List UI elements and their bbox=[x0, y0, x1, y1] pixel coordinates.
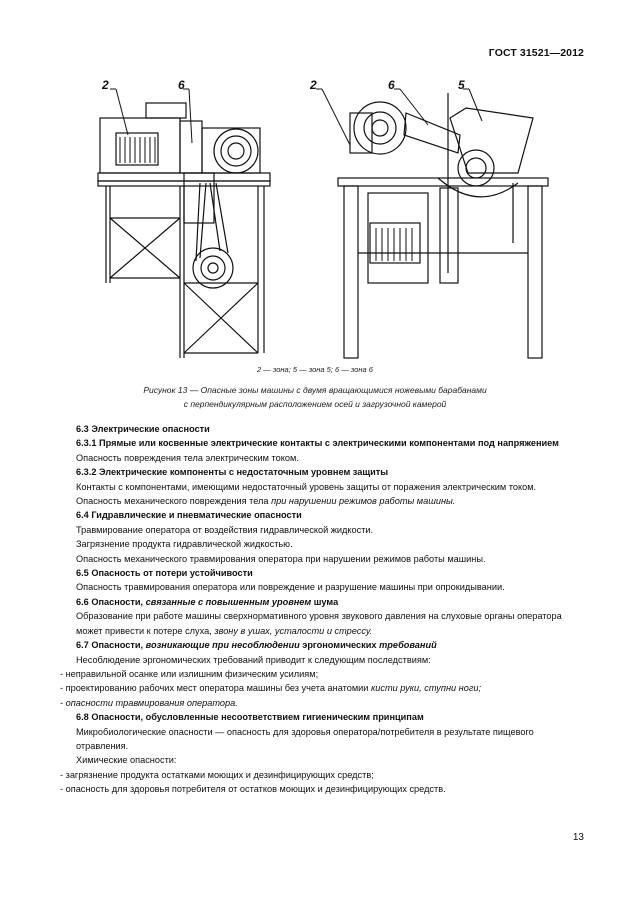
label-zone-6-left: 6 bbox=[178, 78, 185, 92]
caption-line-2: с перпендикулярным расположением осей и загрузочной камерой bbox=[183, 399, 447, 409]
caption-line-1: Рисунок 13 — Опасные зоны машины с двумя вращающимися ножевыми барабанами bbox=[143, 385, 487, 395]
paragraph: Загрязнение продукта гидравлической жидкостью. bbox=[76, 539, 293, 550]
list-item: - опасности травмирования оператора. bbox=[60, 697, 238, 708]
paragraph: Контакты с компонентами, имеющими недостаточный уровень защиты от поражения электрическим током. bbox=[76, 481, 537, 492]
machine-drawing bbox=[88, 73, 558, 368]
section-6-3-title: 6.3 Электрические опасности bbox=[76, 424, 210, 434]
label-zone-2-left: 2 bbox=[102, 78, 109, 92]
figure-13 bbox=[88, 73, 558, 368]
list-item: - опасность для здоровья потребителя от остатков моющих и дезинфицирующих средств. bbox=[60, 784, 446, 795]
paragraph: Химические опасности: bbox=[76, 755, 177, 766]
body-text bbox=[60, 422, 582, 797]
paragraph: Микробиологические опасности — опасность для здоровья оператора/потребителя в результате пищевого отравления. bbox=[76, 726, 534, 751]
paragraph: Травмирование оператора от воздействия гидравлической жидкости. bbox=[76, 524, 374, 535]
label-zone-2-right: 2 bbox=[310, 78, 317, 92]
paragraph: Опасность механического повреждения тела при нарушении режимов работы машины. bbox=[76, 496, 456, 507]
section-6-3-2-title: 6.3.2 Электрические компоненты с недостаточным уровнем защиты bbox=[76, 467, 389, 478]
label-zone-5-right: 5 bbox=[458, 78, 465, 92]
figure-legend: 2 — зона; 5 — зона 5; 6 — зона 6 bbox=[257, 365, 373, 374]
section-6-7-title: 6.7 Опасности, возникающие при несоблюдении эргономических требований bbox=[76, 640, 437, 651]
page-number: 13 bbox=[572, 832, 584, 843]
paragraph: Несоблюдение эргономических требований приводит к следующим последствиям: bbox=[76, 654, 431, 665]
paragraph: Опасность травмирования оператора или повреждение и разрушение машины при опрокидывании. bbox=[76, 582, 505, 593]
paragraph: Опасность механического травмирования оператора при нарушении режимов работы машины. bbox=[76, 553, 486, 564]
section-6-3-1-title: 6.3.1 Прямые или косвенные электрические контакты с электрическими компонентами под напряжением bbox=[76, 438, 559, 449]
label-zone-6-right: 6 bbox=[388, 78, 395, 92]
paragraph: Опасность повреждения тела электрическим током. bbox=[76, 452, 299, 463]
list-item: - проектированию рабочих мест оператора машины без учета анатомии кисти руки, ступни ноги; bbox=[60, 683, 482, 694]
section-6-5-title: 6.5 Опасность от потери устойчивости bbox=[76, 568, 253, 579]
section-6-4-title: 6.4 Гидравлические и пневматические опасности bbox=[76, 510, 302, 521]
paragraph: Образование при работе машины сверхнормативного уровня звукового давления на слуховые органы оператора может привести к потере слуха, звону в ушах, усталости и стрессу. bbox=[76, 611, 562, 636]
standard-number: ГОСТ 31521—2012 bbox=[488, 47, 584, 59]
figure-caption bbox=[0, 383, 630, 411]
section-6-6-title: 6.6 Опасности, связанные с повышенным уровнем шума bbox=[76, 596, 339, 607]
list-item: - загрязнение продукта остатками моющих и дезинфицирующих средств; bbox=[60, 769, 374, 780]
section-6-8-title: 6.8 Опасности, обусловленные несоответствием гигиеническим принципам bbox=[76, 712, 424, 723]
list-item: - неправильной осанке или излишним физическим усилиям; bbox=[60, 668, 319, 679]
